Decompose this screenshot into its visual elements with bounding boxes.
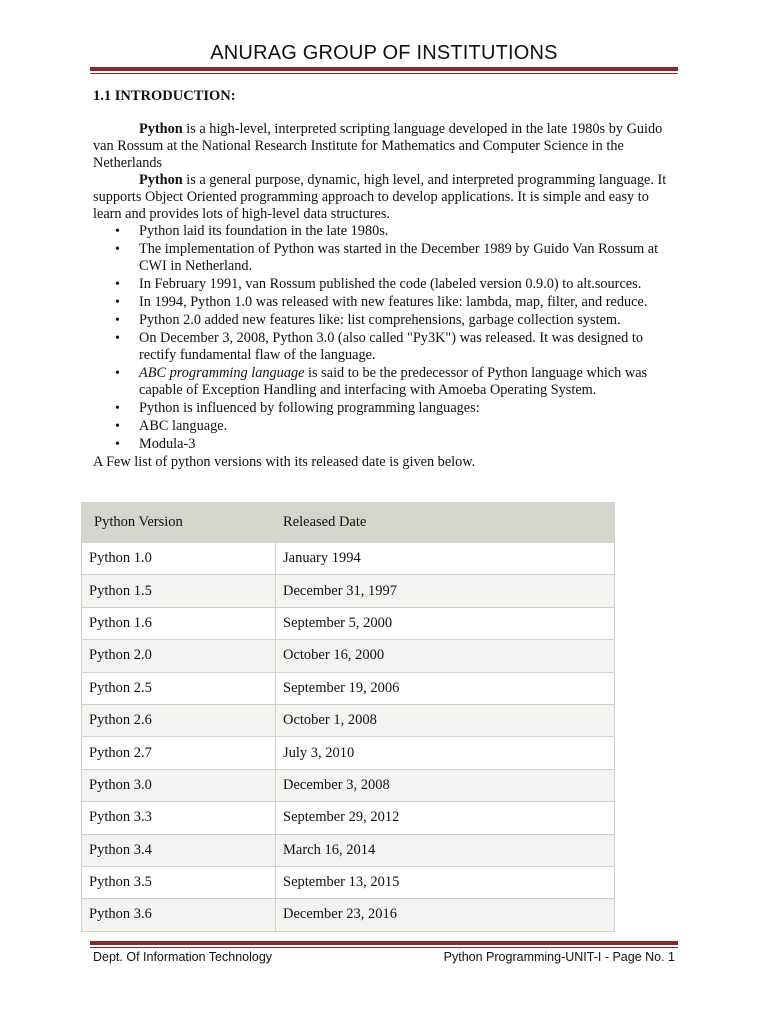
body-content [93, 121, 675, 471]
version-cell: Python 3.6 [82, 899, 276, 931]
list-item: • ABC programming language is said to be the predecessor of Python language which was capable of Exception Handling and interfacing with Amoeba Operating System. [139, 365, 675, 399]
footer-page-number: Python Programming-UNIT-I - Page No. 1 [443, 950, 675, 964]
date-cell: September 5, 2000 [276, 607, 615, 639]
date-cell: December 23, 2016 [276, 899, 615, 931]
table-row [82, 575, 615, 607]
date-cell: October 1, 2008 [276, 704, 615, 736]
table-row [82, 543, 615, 575]
paragraph-1: Python is a high-level, interpreted scripting language developed in the late 1980s by Guido van Rossum at the National Research Institute for Mathematics and Computer Science in the Netherlands [93, 121, 663, 171]
version-cell: Python 2.5 [82, 672, 276, 704]
page-header-title: ANURAG GROUP OF INSTITUTIONS [210, 42, 558, 64]
date-cell: December 31, 1997 [276, 575, 615, 607]
list-item: • Python laid its foundation in the late 1980s. [139, 223, 675, 240]
version-cell: Python 3.5 [82, 866, 276, 898]
version-cell: Python 1.0 [82, 543, 276, 575]
version-cell: Python 2.7 [82, 737, 276, 769]
date-cell: March 16, 2014 [276, 834, 615, 866]
version-cell: Python 2.6 [82, 704, 276, 736]
date-cell: December 3, 2008 [276, 769, 615, 801]
section-heading: 1.1 INTRODUCTION: [93, 88, 236, 104]
list-item: • Python is influenced by following programming languages: [139, 400, 675, 417]
list-item: • In February 1991, van Rossum published the code (labeled version 0.9.0) to alt.sources. [139, 276, 675, 293]
history-bullet-list [93, 223, 675, 453]
version-cell: Python 1.6 [82, 607, 276, 639]
list-item: • In 1994, Python 1.0 was released with new features like: lambda, map, filter, and reduce. [139, 294, 675, 311]
date-cell: September 29, 2012 [276, 802, 615, 834]
table-intro-text: A Few list of python versions with its released date is given below. [93, 454, 476, 470]
paragraph-2: Python is a general purpose, dynamic, high level, and interpreted programming language. It supports Object Oriented programming approach to develop applications. It is simple and easy to learn and provides lots of high-level data structures. [93, 172, 667, 222]
table-row [82, 704, 615, 736]
date-cell: July 3, 2010 [276, 737, 615, 769]
table-row [82, 607, 615, 639]
list-item: • ABC language. [139, 418, 675, 435]
table-row [82, 737, 615, 769]
table-row [82, 899, 615, 931]
table-header-row [82, 503, 615, 543]
date-cell: September 13, 2015 [276, 866, 615, 898]
footer-department: Dept. Of Information Technology [93, 950, 273, 964]
table-row [82, 769, 615, 801]
footer-rule [90, 941, 678, 948]
header-rule [90, 67, 678, 74]
version-cell: Python 3.3 [82, 802, 276, 834]
table-row [82, 866, 615, 898]
list-item: • Modula-3 [139, 436, 675, 453]
list-item: • The implementation of Python was started in the December 1989 by Guido Van Rossum at CWI in Netherland. [139, 241, 675, 275]
version-cell: Python 2.0 [82, 640, 276, 672]
python-versions-table [81, 502, 615, 932]
version-cell: Python 3.0 [82, 769, 276, 801]
table-row [82, 672, 615, 704]
date-cell: October 16, 2000 [276, 640, 615, 672]
column-header-date: Released Date [276, 503, 615, 543]
table-row [82, 834, 615, 866]
version-cell: Python 1.5 [82, 575, 276, 607]
column-header-version: Python Version [82, 503, 276, 543]
list-item: • On December 3, 2008, Python 3.0 (also called "Py3K") was released. It was designed to rectify fundamental flaw of the language. [139, 330, 675, 364]
table-row [82, 640, 615, 672]
date-cell: January 1994 [276, 543, 615, 575]
table-row [82, 802, 615, 834]
date-cell: September 19, 2006 [276, 672, 615, 704]
list-item: • Python 2.0 added new features like: list comprehensions, garbage collection system. [139, 312, 675, 329]
version-cell: Python 3.4 [82, 834, 276, 866]
